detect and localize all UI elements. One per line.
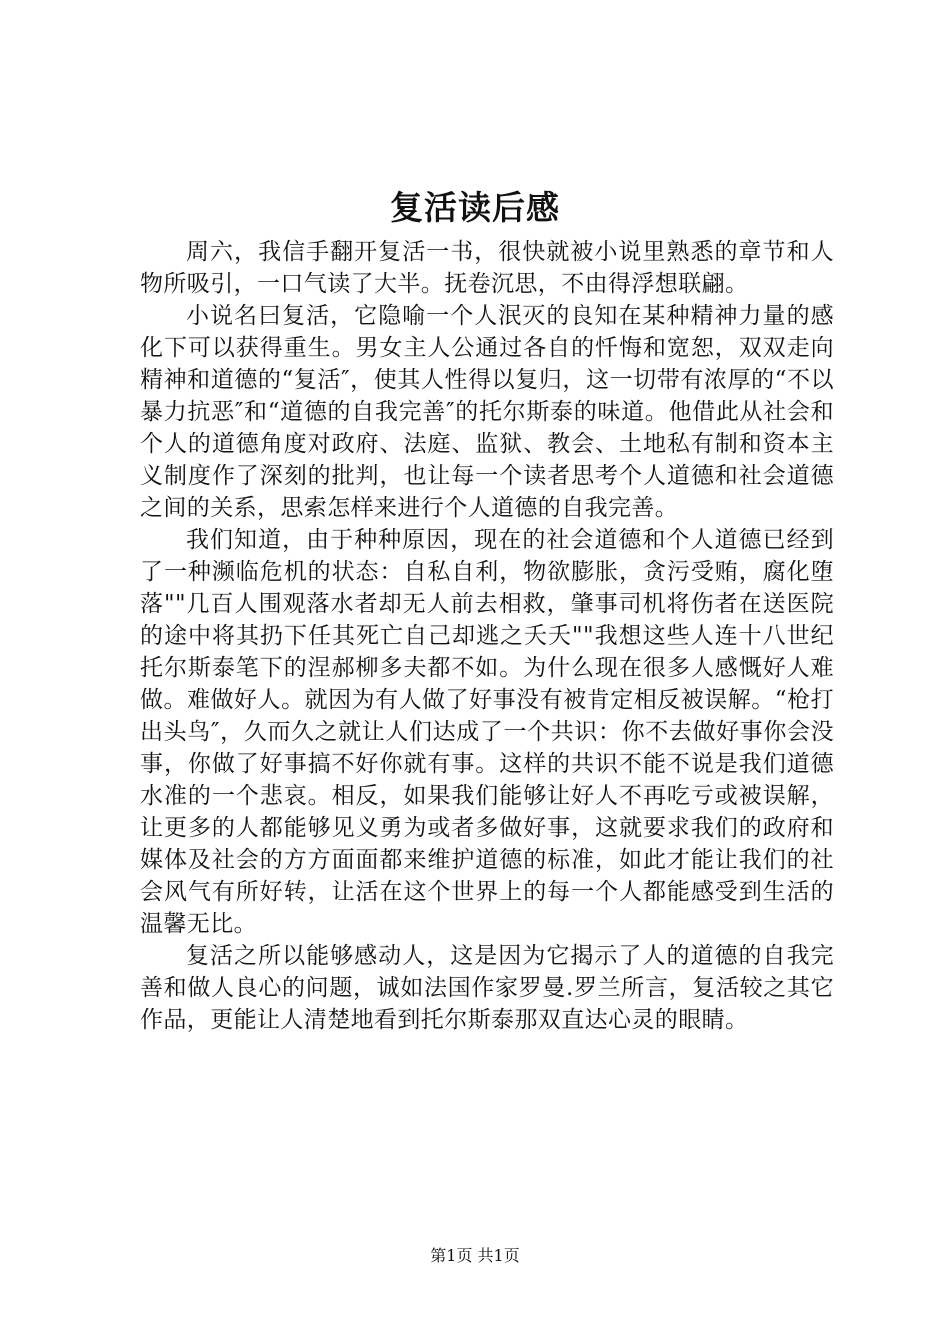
page-footer: 第1页 共1页 [430, 1246, 520, 1265]
paragraph-2: 小说名曰复活，它隐喻一个人泯灭的良知在某种精神力量的感化下可以获得重生。男女主人公通过各自的忏悔和宽恕，双双走向精神和道德的“复活″，使其人性得以复归，这一切带有浓厚的“不以暴力抗恶″和“道德的自我完善″的托尔斯泰的味道。他借此从社会和个人的道德角度对政府、法庭、监狱、教会、土地私有制和资本主义制度作了深刻的批判，也让每一个读者思考个人道德和社会道德之间的关系，思索怎样来进行个人道德的自我完善。 [140, 303, 834, 521]
document-body [140, 236, 834, 1036]
paragraph-4: 复活之所以能够感动人，这是因为它揭示了人的道德的自我完善和做人良心的问题，诚如法国作家罗曼.罗兰所言，复活较之其它作品，更能让人清楚地看到托尔斯泰那双直达心灵的眼睛。 [140, 943, 834, 1033]
document-title: 复活读后感 [390, 188, 560, 227]
paragraph-1: 周六，我信手翻开复活一书，很快就被小说里熟悉的章节和人物所吸引，一口气读了大半。抚卷沉思，不由得浮想联翩。 [140, 239, 834, 297]
paragraph-3: 我们知道，由于种种原因，现在的社会道德和个人道德已经到了一种濒临危机的状态：自私自利，物欲膨胀，贪污受贿，腐化堕落""几百人围观落水者却无人前去相救，肇事司机将伤者在送医院的途中将其扔下任其死亡自己却逃之夭夭""我想这些人连十八世纪托尔斯泰笔下的涅郝柳多夫都不如。为什么现在很多人感慨好人难做。难做好人。就因为有人做了好事没有被肯定相反被误解。“枪打出头鸟″，久而久之就让人们达成了一个共识：你不去做好事你会没事，你做了好事搞不好你就有事。这样的共识不能不说是我们道德水准的一个悲哀。相反，如果我们能够让好人不再吃亏或被误解，让更多的人都能够见义勇为或者多做好事，这就要求我们的政府和媒体及社会的方方面面都来维护道德的标准，如此才能让我们的社会风气有所好转，让活在这个世界上的每一个人都能感受到生活的温馨无比。 [140, 527, 834, 937]
